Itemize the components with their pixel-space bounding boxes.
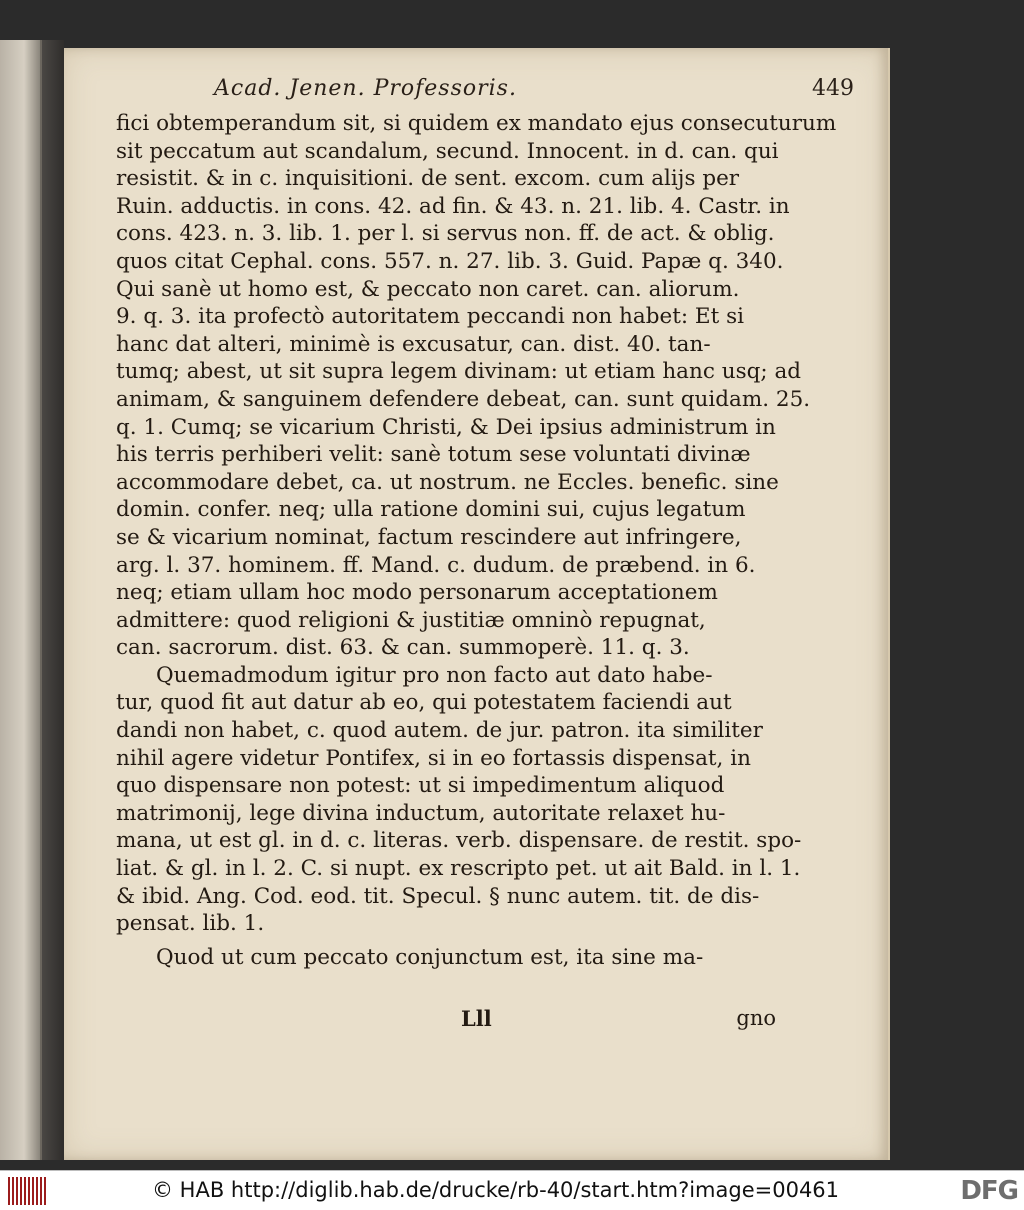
text-line: quo dispensare non potest: ut si impedimentum aliquod bbox=[116, 773, 725, 799]
paragraph-start-line: Quod ut cum peccato conjunctum est, ita sine ma- bbox=[156, 944, 704, 970]
text-line: fici obtemperandum sit, si quidem ex mandato ejus consecuturum bbox=[116, 111, 837, 136]
dfg-logo: DFG bbox=[960, 1176, 1018, 1206]
text-line: domin. confer. neq; ulla ratione domini sui, cujus legatum bbox=[116, 497, 746, 523]
hab-logo-icon bbox=[8, 1177, 48, 1205]
book-gutter bbox=[42, 40, 64, 1160]
text-line: cons. 423. n. 3. lib. 1. per l. si servus non. ff. de act. & oblig. bbox=[116, 221, 775, 247]
text-line: admittere: quod religioni & justitiæ omninò repugnat, bbox=[116, 607, 706, 633]
text-line: liat. & gl. in l. 2. C. si nupt. ex rescripto pet. ut ait Bald. in l. 1. bbox=[116, 856, 801, 882]
credit-link[interactable]: © HAB http://diglib.hab.de/drucke/rb-40/start.htm?image=00461 bbox=[152, 1178, 840, 1202]
body-text bbox=[116, 110, 837, 971]
text-line: Ruin. adductis. in cons. 42. ad fin. & 43. n. 21. lib. 4. Castr. in bbox=[116, 193, 790, 219]
text-line: se & vicarium nominat, factum rescindere aut infringere, bbox=[116, 524, 742, 550]
text-line: hanc dat alteri, minimè is excusatur, can. dist. 40. tan- bbox=[116, 331, 711, 357]
text-line: 9. q. 3. ita profectò autoritatem peccandi non habet: Et si bbox=[116, 304, 744, 330]
text-line: quos citat Cephal. cons. 557. n. 27. lib. 3. Guid. Papæ q. 340. bbox=[116, 248, 784, 274]
paragraph-start-line: Quemadmodum igitur pro non facto aut dato habe- bbox=[156, 662, 713, 688]
text-line: tumq; abest, ut sit supra legem divinam: ut etiam hanc usq; ad bbox=[116, 359, 802, 385]
text-line: q. 1. Cumq; se vicarium Christi, & Dei ipsius administrum in bbox=[116, 414, 776, 440]
text-line: his terris perhiberi velit: sanè totum sese voluntati divinæ bbox=[116, 442, 751, 468]
text-line: matrimonij, lege divina inductum, autoritate relaxet hu- bbox=[116, 800, 726, 826]
text-line: animam, & sanguinem defendere debeat, can. sunt quidam. 25. bbox=[116, 386, 811, 412]
book-page bbox=[64, 48, 890, 1160]
text-line: nihil agere videtur Pontifex, si in eo fortassis dispensat, in bbox=[116, 745, 751, 771]
signature-mark: Lll bbox=[461, 1006, 492, 1031]
running-head-title: Acad. Jenen. Professoris. bbox=[214, 76, 517, 101]
text-line: tur, quod fit aut datur ab eo, qui potestatem faciendi aut bbox=[116, 690, 732, 716]
text-line: dandi non habet, c. quod autem. de jur. patron. ita similiter bbox=[116, 718, 763, 744]
credit-bar bbox=[0, 1170, 1024, 1210]
previous-page-edge bbox=[0, 40, 42, 1160]
running-head bbox=[214, 76, 854, 106]
text-line: mana, ut est gl. in d. c. literas. verb. dispensare. de restit. spo- bbox=[116, 828, 802, 854]
text-line: can. sacrorum. dist. 63. & can. summoperè. 11. q. 3. bbox=[116, 635, 690, 661]
text-line: accommodare debet, ca. ut nostrum. ne Eccles. benefic. sine bbox=[116, 469, 779, 495]
catchword: gno bbox=[736, 1006, 776, 1030]
text-line: sit peccatum aut scandalum, secund. Innocent. in d. can. qui bbox=[116, 138, 779, 164]
page-number: 449 bbox=[812, 76, 854, 101]
text-line: pensat. lib. 1. bbox=[116, 911, 265, 937]
text-line: arg. l. 37. hominem. ff. Mand. c. dudum. de præbend. in 6. bbox=[116, 552, 756, 578]
text-line: & ibid. Ang. Cod. eod. tit. Specul. § nunc autem. tit. de dis- bbox=[116, 883, 760, 909]
text-line: resistit. & in c. inquisitioni. de sent. excom. cum alijs per bbox=[116, 166, 740, 192]
page-foot bbox=[116, 1006, 806, 1038]
text-line: neq; etiam ullam hoc modo personarum acceptationem bbox=[116, 580, 718, 606]
text-line: Qui sanè ut homo est, & peccato non caret. can. aliorum. bbox=[116, 276, 740, 302]
